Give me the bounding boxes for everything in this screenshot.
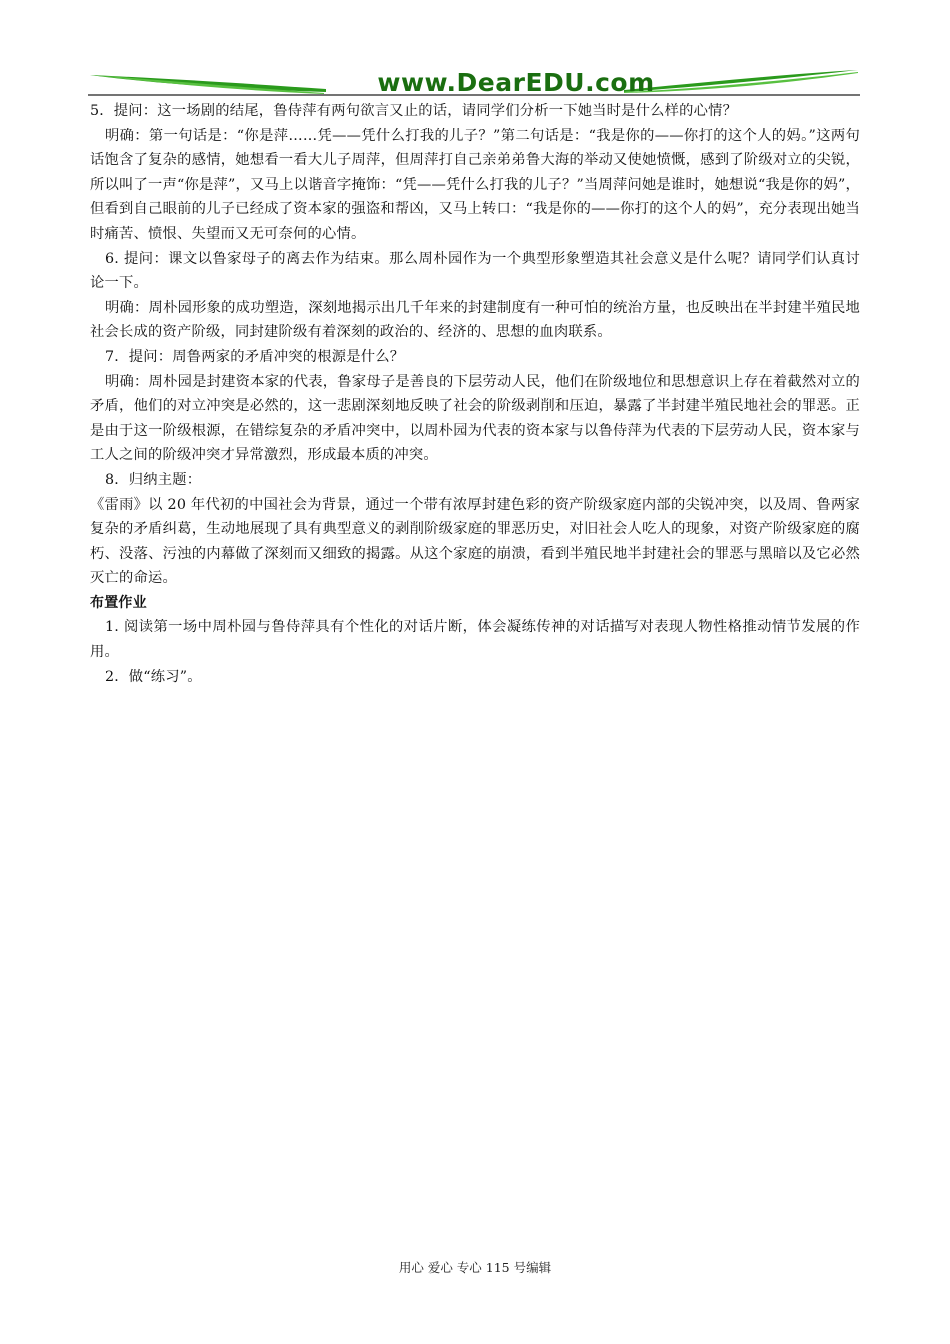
document-body <box>90 99 860 689</box>
theme-paragraph: 《雷雨》以 20 年代初的中国社会为背景，通过一个带有浓厚封建色彩的资产阶级家庭内部的尖锐冲突，以及周、鲁两家复杂的矛盾纠葛，生动地展现了具有典型意义的剥削阶级家庭的罪恶历史，对旧社会人吃人的现象，对资产阶级家庭的腐朽、没落、污浊的内幕做了深刻而又细致的揭露。从这个家庭的崩溃，看到半殖民地半封建社会的罪恶与黑暗以及它必然灭亡的命运。 <box>90 496 860 587</box>
theme-heading: 8．归纳主题： <box>105 471 202 488</box>
answer-6: 明确：周朴园形象的成功塑造，深刻地揭示出几千年来的封建制度有一种可怕的统治方量，也反映出在半封建半殖民地社会长成的资产阶级，同封建阶级有着深刻的政治的、经济的、思想的血肉联系。 <box>90 299 860 341</box>
question-6: 6. 提问：课文以鲁家母子的离去作为结束。那么周朴园作为一个典型形象塑造其社会意义是什么呢？请同学们认真讨论一下。 <box>90 250 860 292</box>
page-footer: 用心 爱心 专心 115 号编辑 <box>398 1260 552 1275</box>
question-5: 5．提问：这一场剧的结尾，鲁侍萍有两句欲言又止的话，请同学们分析一下她当时是什么样的心情？ <box>90 103 738 119</box>
question-7: 7．提问：周鲁两家的矛盾冲突的根源是什么？ <box>105 348 405 365</box>
homework-heading: 布置作业 <box>90 594 147 611</box>
page-header <box>88 64 860 98</box>
homework-item-2: 2．做“练习”。 <box>105 668 202 685</box>
homework-item-1: 1. 阅读第一场中周朴园与鲁侍萍具有个性化的对话片断，体会凝练传神的对话描写对表现人物性格推动情节发展的作用。 <box>90 619 860 661</box>
site-logo: www.DearEDU.com <box>377 68 655 97</box>
answer-7: 明确：周朴园是封建资本家的代表，鲁家母子是善良的下层劳动人民，他们在阶级地位和思想意识上存在着截然对立的矛盾，他们的对立冲突是必然的，这一悲剧深刻地反映了社会的阶级剥削和压迫，暴露了半封建半殖民地社会的罪恶。正是由于这一阶级根源，在错综复杂的矛盾冲突中，以周朴园为代表的资本家与以鲁侍萍为代表的下层劳动人民，资本家与工人之间的阶级冲突才异常激烈，形成最本质的冲突。 <box>90 373 860 464</box>
answer-5: 明确：第一句话是：“你是萍……凭——凭什么打我的儿子？”第二句话是：“我是你的——你打的这个人的妈。”这两句话饱含了复杂的感情，她想看一看大儿子周萍，但周萍打自己亲弟弟鲁大海的举动又使她愤慨，感到了阶级对立的尖锐，所以叫了一声“你是萍”，又马上以谐音字掩饰：“凭——凭什么打我的儿子？”当周萍问她是谁时，她想说“我是你的妈”，但看到自己眼前的儿子已经成了资本家的强盗和帮凶，又马上转口：“我是你的——你打的这个人的妈”，充分表现出她当时痛苦、愤恨、失望而又无可奈何的心情。 <box>90 127 860 242</box>
